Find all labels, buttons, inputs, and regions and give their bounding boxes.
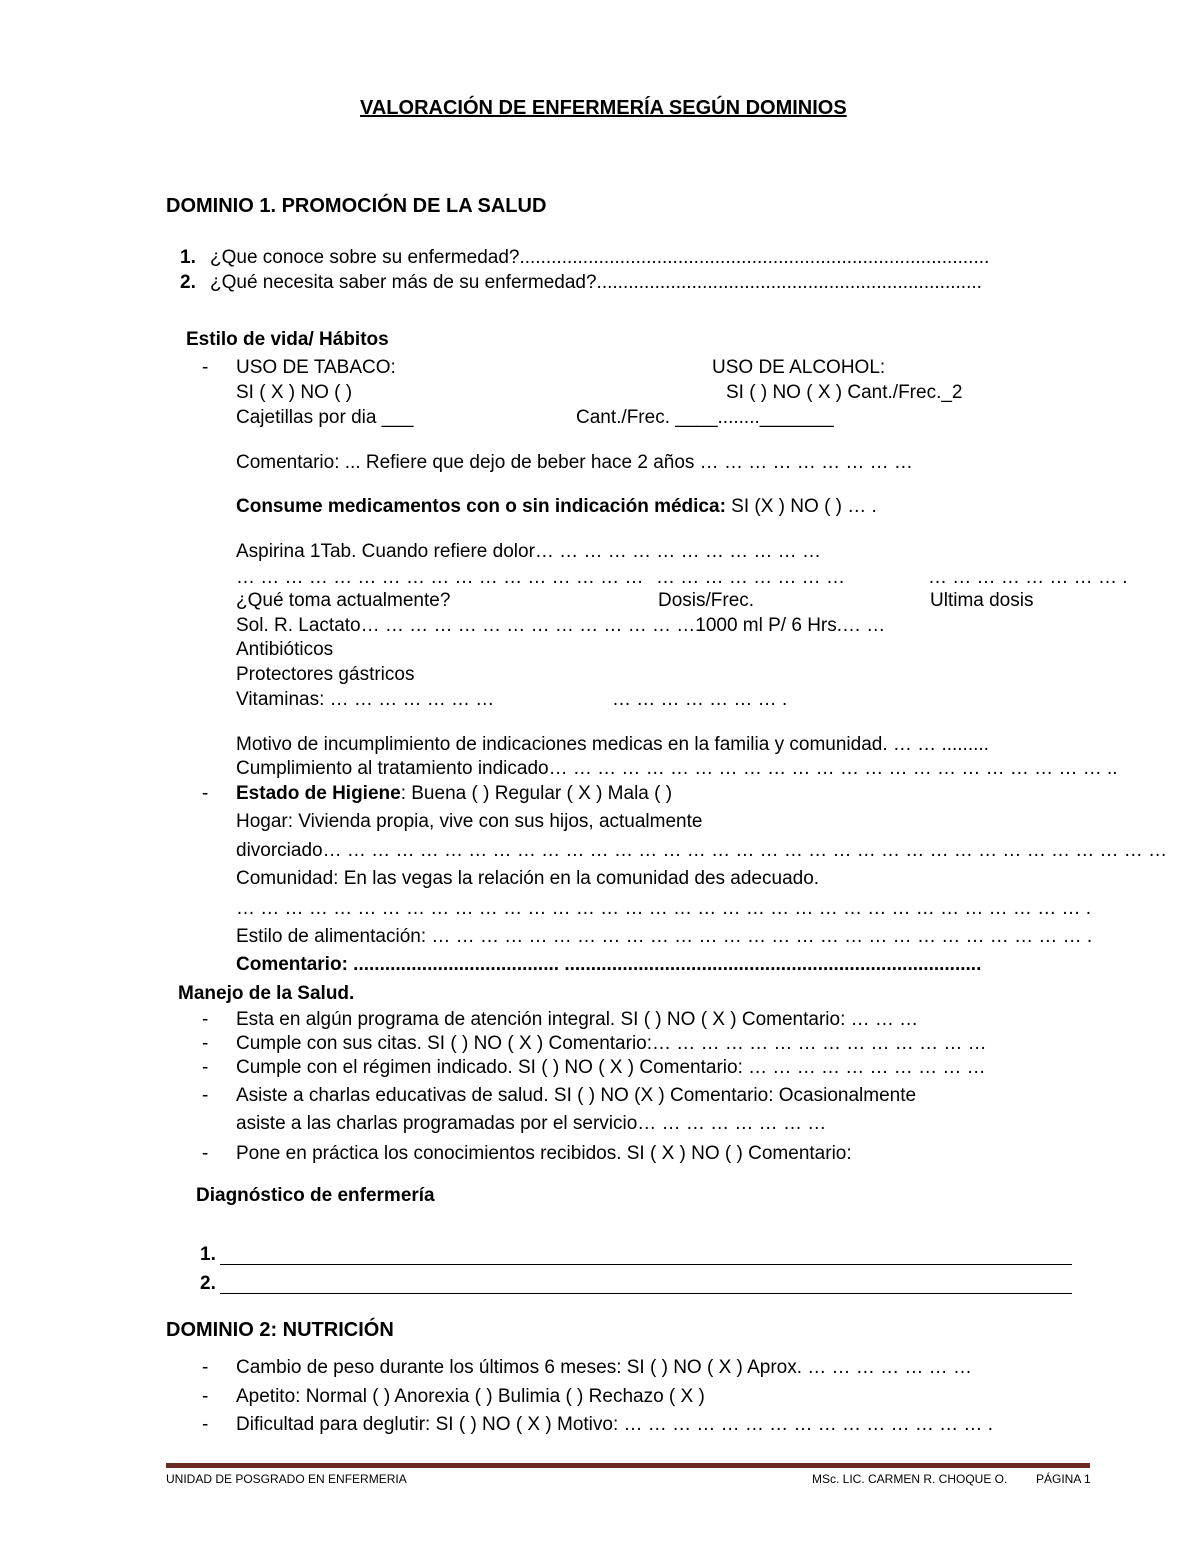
footer-author: MSc. LIC. CARMEN R. CHOQUE O. xyxy=(812,1472,1008,1486)
alcohol-si-no: SI ( ) NO ( X ) Cant./Frec._2 xyxy=(726,382,963,403)
diagnostico-heading: Diagnóstico de enfermería xyxy=(196,1185,435,1206)
document-title: VALORACIÓN DE ENFERMERÍA SEGÚN DOMINIOS xyxy=(360,97,847,119)
tabaco-label: USO DE TABACO: xyxy=(236,357,396,378)
manejo-salud-heading: Manejo de la Salud. xyxy=(178,983,355,1004)
dots-col-3: … … … … … … … … . xyxy=(928,567,1128,588)
bullet-dash: - xyxy=(202,1009,209,1030)
dots-col-2: … … … … … … … … xyxy=(656,567,845,588)
comentario-alcohol: Comentario: ... Refiere que dejo de beber hace 2 años … … … … … … … … … xyxy=(236,452,913,473)
diagnostico-1-line xyxy=(220,1264,1072,1265)
higiene-line xyxy=(236,782,672,806)
manejo-item-3: Cumple con el régimen indicado. SI ( ) NO ( X ) Comentario: … … … … … … … … … … xyxy=(236,1057,986,1078)
medicamentos-value: SI (X ) NO ( ) … . xyxy=(725,496,877,517)
vitaminas-dots: … … … … … … … . xyxy=(612,689,788,710)
footer-rule xyxy=(166,1463,1090,1468)
nutricion-item-3: Dificultad para deglutir: SI ( ) NO ( X ) Motivo: … … … … … … … … … … … … … … … . xyxy=(236,1414,993,1435)
manejo-item-4-cont: asiste a las charlas programadas por el servicio… … … … … … … … xyxy=(236,1113,827,1134)
col-dosis-frec: Dosis/Frec. xyxy=(658,590,755,611)
question-1-text: ¿Que conoce sobre su enfermedad?......................................................................................... xyxy=(210,247,990,268)
alcohol-label: USO DE ALCOHOL: xyxy=(712,357,886,378)
bullet-dash: - xyxy=(202,1033,209,1054)
bullet-dash: - xyxy=(202,1414,209,1435)
bullet-dash: - xyxy=(202,783,209,804)
diagnostico-2-number: 2. xyxy=(200,1273,216,1294)
diagnostico-1-number: 1. xyxy=(200,1244,216,1265)
alimentacion-line: Estilo de alimentación: … … … … … … … … … … … … … … … … … … … … … … … … … … … . xyxy=(236,926,1093,947)
question-2-number: 2. xyxy=(180,272,196,293)
bullet-dash: - xyxy=(202,1357,209,1378)
diagnostico-2-line xyxy=(220,1293,1072,1294)
antibioticos-line: Antibióticos xyxy=(236,639,334,660)
bullet-dash: - xyxy=(202,1143,209,1164)
hogar-line: Hogar: Vivienda propia, vive con sus hijos, actualmente xyxy=(236,811,703,832)
col-ultima-dosis: Ultima dosis xyxy=(930,590,1034,611)
aspirina-line: Aspirina 1Tab. Cuando refiere dolor… … … … … … … … … … … … xyxy=(236,541,821,562)
bullet-dash: - xyxy=(202,357,209,378)
cajetillas-field: Cajetillas por dia ___ xyxy=(236,407,414,428)
cumplimiento-tratamiento: Cumplimiento al tratamiento indicado… … … … … … … … … … … … … … … … … … … … … … … .. xyxy=(236,758,1118,779)
question-2-text: ¿Qué necesita saber más de su enfermedad?......................................................................... xyxy=(210,272,982,293)
manejo-item-4: Asiste a charlas educativas de salud. SI ( ) NO (X ) Comentario: Ocasionalmente xyxy=(236,1085,917,1106)
medicamentos-label: Consume medicamentos con o sin indicación médica: xyxy=(236,496,726,517)
cant-frec-field: Cant./Frec. ____........_______ xyxy=(576,407,834,428)
footer-unit: UNIDAD DE POSGRADO EN ENFERMERIA xyxy=(166,1472,407,1486)
lactato-line: Sol. R. Lactato… … … … … … … … … … … … … …1000 ml P/ 6 Hrs.… … xyxy=(236,615,886,636)
question-1-number: 1. xyxy=(180,247,196,268)
dots-col-1: … … … … … … … … … … … … … … … … … xyxy=(236,567,644,588)
dominio2-heading: DOMINIO 2: NUTRICIÓN xyxy=(166,1319,394,1341)
tabaco-si-no: SI ( X ) NO ( ) xyxy=(236,382,353,403)
medicamentos-question xyxy=(236,495,877,519)
manejo-item-2: Cumple con sus citas. SI ( ) NO ( X ) Comentario:… … … … … … … … … … … … … … xyxy=(236,1033,987,1054)
bullet-dash: - xyxy=(202,1057,209,1078)
nutricion-item-1: Cambio de peso durante los últimos 6 meses: SI ( ) NO ( X ) Aprox. … … … … … … … xyxy=(236,1357,972,1378)
higiene-value: : Buena ( ) Regular ( X ) Mala ( ) xyxy=(400,783,673,804)
comunidad-line: Comunidad: En las vegas la relación en la comunidad des adecuado. xyxy=(236,868,820,889)
motivo-incumplimiento: Motivo de incumplimiento de indicaciones medicas en la familia y comunidad. … … ......... xyxy=(236,734,989,755)
bullet-dash: - xyxy=(202,1386,209,1407)
dominio1-heading: DOMINIO 1. PROMOCIÓN DE LA SALUD xyxy=(166,195,547,217)
comunidad-dots: … … … … … … … … … … … … … … … … … … … … … … … … … … … … … … … … … … … . xyxy=(236,898,1092,919)
comentario-bold-line: Comentario: ....................................... ............................................................................... xyxy=(236,954,982,975)
protectores-line: Protectores gástricos xyxy=(236,664,415,685)
col-toma-actualmente: ¿Qué toma actualmente? xyxy=(236,590,451,611)
footer-page-number: PÁGINA 1 xyxy=(1036,1472,1091,1486)
higiene-label: Estado de Higiene xyxy=(236,783,401,804)
nutricion-item-2: Apetito: Normal ( ) Anorexia ( ) Bulimia ( ) Rechazo ( X ) xyxy=(236,1386,705,1407)
divorciado-line: divorciado… … … … … … … … … … … … … … … … … … … … … … … … … … … … … … … … … … … xyxy=(236,840,1168,861)
estilo-vida-heading: Estilo de vida/ Hábitos xyxy=(186,329,389,350)
vitaminas-line: Vitaminas: … … … … … … … xyxy=(236,689,495,710)
bullet-dash: - xyxy=(202,1085,209,1106)
manejo-item-1: Esta en algún programa de atención integral. SI ( ) NO ( X ) Comentario: … … … xyxy=(236,1009,919,1030)
manejo-item-5: Pone en práctica los conocimientos recibidos. SI ( X ) NO ( ) Comentario: xyxy=(236,1143,852,1164)
